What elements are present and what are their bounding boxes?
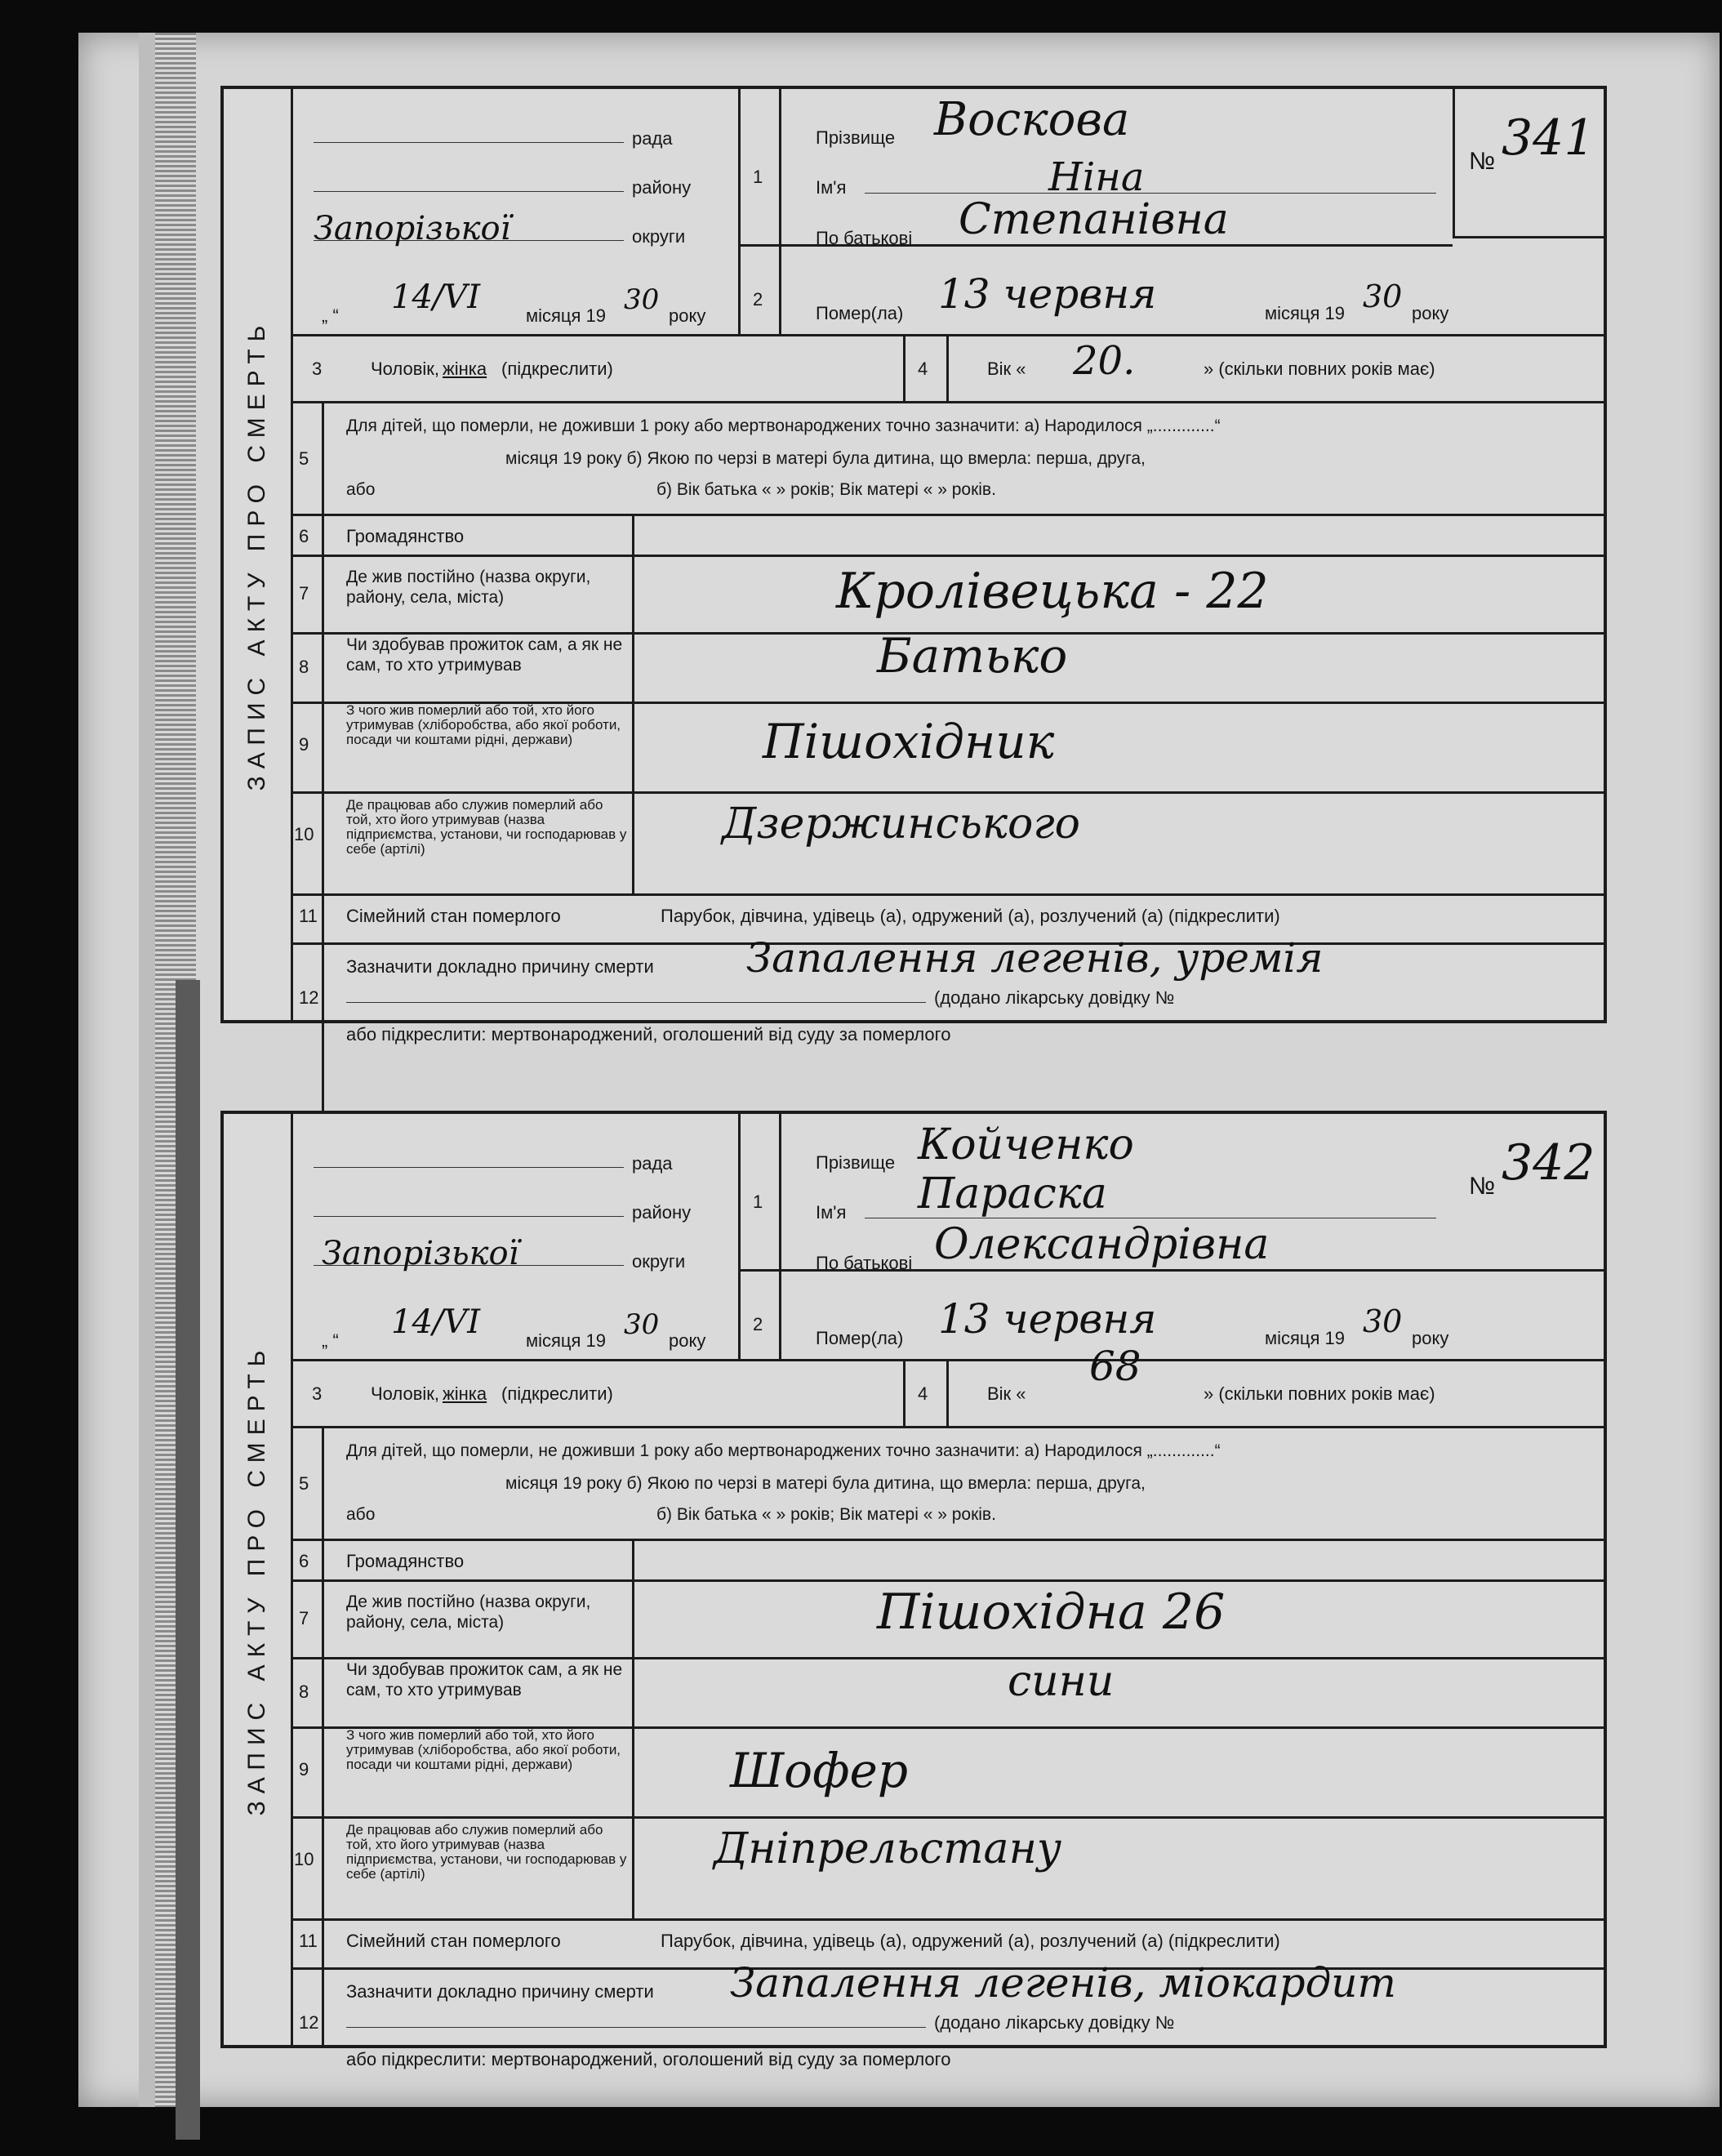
death-record-form-1 bbox=[220, 86, 1607, 1045]
label-cause: Зазначити докладно причину смерти bbox=[346, 956, 654, 977]
row-number-5: 5 bbox=[299, 1473, 309, 1494]
label-support: Чи здобував прожиток сам, а як не сам, то хто утримував bbox=[346, 1660, 623, 1699]
date-prefix: „ “ bbox=[322, 1330, 339, 1351]
label-pomer: Помер(ла) bbox=[816, 1328, 904, 1348]
residence: Кролівецька - 22 bbox=[836, 563, 1269, 620]
death-year: 30 bbox=[1363, 278, 1403, 314]
supported-by: Батько bbox=[877, 628, 1068, 684]
label-roku-b: року bbox=[1412, 1328, 1449, 1348]
label-age-tail: » (скільки повних років має) bbox=[1204, 1383, 1435, 1404]
side-title-box bbox=[224, 89, 293, 1020]
side-title: ЗАПИС АКТУ ПРО СМЕРТЬ bbox=[243, 1343, 270, 1816]
label-age-tail: » (скільки повних років має) bbox=[1204, 359, 1435, 379]
label-stillborn: або підкреслити: мертвонароджений, оголошений від суду за померлого bbox=[346, 2049, 951, 2069]
row5-line2: місяця 19 року б) Якою по черзі в матері була дитина, що вмерла: перша, друга, bbox=[505, 449, 1146, 468]
row-number-12: 12 bbox=[299, 987, 319, 1008]
row-number-4: 4 bbox=[918, 359, 928, 379]
label-support: Чи здобував прожиток сам, а як не сам, то хто утримував bbox=[346, 635, 623, 675]
label-underline-hint: (підкреслити) bbox=[501, 359, 613, 379]
label-rada: рада bbox=[632, 1153, 673, 1174]
row-number-2: 2 bbox=[753, 289, 763, 310]
name: Параска bbox=[918, 1169, 1107, 1218]
reg-year: 30 bbox=[624, 283, 660, 316]
row-number-3: 3 bbox=[312, 359, 323, 379]
residence: Пішохідна 26 bbox=[877, 1584, 1226, 1641]
label-occupation: З чого жив померлий або той, хто його утримував (хліборобства, або якої роботи, посади чи коштами рідні, держави) bbox=[346, 1727, 621, 1772]
label-age: Вік « bbox=[987, 359, 1026, 379]
label-rada: рада bbox=[632, 128, 673, 149]
label-citizenship: Громадянство bbox=[346, 1551, 465, 1571]
label-stillborn: або підкреслити: мертвонароджений, оголошений від суду за померлого bbox=[346, 1024, 951, 1045]
label-surname: Прізвище bbox=[816, 1152, 896, 1173]
label-no: № bbox=[1469, 148, 1496, 175]
row5-line2: місяця 19 року б) Якою по черзі в матері була дитина, що вмерла: перша, друга, bbox=[505, 1474, 1146, 1493]
label-man: Чоловік, bbox=[371, 1383, 440, 1404]
label-cert: (додано лікарську довідку № bbox=[934, 987, 1175, 1008]
date-prefix: „ “ bbox=[322, 305, 339, 326]
label-woman: жінка bbox=[443, 1383, 487, 1404]
label-name: Ім'я bbox=[816, 1202, 847, 1223]
label-month-19: місяця 19 bbox=[526, 1330, 607, 1351]
label-raionu: району bbox=[632, 177, 692, 198]
row-number-9: 9 bbox=[299, 734, 309, 755]
age: 68 bbox=[1089, 1343, 1141, 1390]
reg-date: 14/VI bbox=[391, 278, 481, 316]
row5-line1: Для дітей, що померли, не доживши 1 року або мертвонароджених точно зазначити: а) Народилося „.............“ bbox=[346, 1441, 1221, 1460]
label-month-19: місяця 19 bbox=[526, 305, 607, 326]
row5-line3b: б) Вік батька « » років; Вік матері « » років. bbox=[656, 480, 996, 499]
age: 20. bbox=[1073, 338, 1136, 384]
marital-options: Парубок, дівчина, удівець (а), одружений (а), розлучений (а) (підкреслити) bbox=[661, 906, 1280, 926]
surname: Койченко bbox=[918, 1120, 1134, 1169]
okruha-value: Запорізької bbox=[314, 210, 511, 247]
label-okruhy: округи bbox=[632, 226, 686, 247]
label-underline-hint: (підкреслити) bbox=[501, 1383, 613, 1404]
label-residence: Де жив постійно (назва округи, району, села, міста) bbox=[346, 1592, 591, 1632]
side-title: ЗАПИС АКТУ ПРО СМЕРТЬ bbox=[243, 318, 270, 791]
row-number-11: 11 bbox=[299, 906, 318, 926]
row-number-10: 10 bbox=[294, 1849, 314, 1869]
row-number-6: 6 bbox=[299, 1551, 309, 1571]
label-patronymic: По батькові bbox=[816, 228, 913, 248]
label-month-19b: місяця 19 bbox=[1265, 1328, 1346, 1348]
patronymic: Олександрівна bbox=[934, 1220, 1270, 1269]
label-okruhy: округи bbox=[632, 1251, 686, 1272]
label-citizenship: Громадянство bbox=[346, 526, 465, 546]
label-marital: Сімейний стан померлого bbox=[346, 1931, 561, 1951]
label-workplace: Де працював або служив померлий або той, хто його утримував (назва підприємства, установи, чи господарював у себе (артілі) bbox=[346, 1822, 627, 1882]
label-roku-b: року bbox=[1412, 303, 1449, 323]
row-number-10: 10 bbox=[294, 824, 314, 844]
label-occupation: З чого жив померлий або той, хто його утримував (хліборобства, або якої роботи, посади чи коштами рідні, держави) bbox=[346, 702, 621, 747]
cause: Запалення легенів, міокардит bbox=[730, 1959, 1396, 2007]
row5-line3b: б) Вік батька « » років; Вік матері « » років. bbox=[656, 1505, 996, 1524]
row-number-5: 5 bbox=[299, 448, 309, 469]
death-day: 13 червня bbox=[938, 270, 1157, 318]
row-number-7: 7 bbox=[299, 1608, 309, 1628]
workplace: Дзержинського bbox=[722, 800, 1080, 849]
label-month-19b: місяця 19 bbox=[1265, 303, 1346, 323]
label-patronymic: По батькові bbox=[816, 1253, 913, 1273]
supported-by: сини bbox=[1008, 1657, 1115, 1706]
record-number: 342 bbox=[1502, 1134, 1595, 1192]
label-roku: року bbox=[669, 305, 706, 326]
row-number-3: 3 bbox=[312, 1383, 323, 1404]
binding-strip bbox=[139, 33, 155, 2107]
patronymic: Степанівна bbox=[959, 195, 1229, 244]
reg-date: 14/VI bbox=[391, 1303, 481, 1341]
row-number-8: 8 bbox=[299, 657, 309, 677]
okruha-value: Запорізької bbox=[322, 1235, 519, 1272]
label-surname: Прізвище bbox=[816, 127, 896, 148]
row5-line1: Для дітей, що померли, не доживши 1 року або мертвонароджених точно зазначити: а) Народилося „.............“ bbox=[346, 416, 1221, 435]
death-record-form-2 bbox=[220, 1111, 1607, 2069]
row-number-6: 6 bbox=[299, 526, 309, 546]
margin-shadow bbox=[176, 980, 200, 2140]
label-residence: Де жив постійно (назва округи, району, села, міста) bbox=[346, 568, 591, 607]
row-number-12: 12 bbox=[299, 2012, 319, 2033]
label-workplace: Де працював або служив померлий або той, хто його утримував (назва підприємства, установи, чи господарював у себе (артілі) bbox=[346, 797, 627, 857]
label-pomer: Помер(ла) bbox=[816, 303, 904, 323]
side-title-box bbox=[224, 1114, 293, 2045]
label-age: Вік « bbox=[987, 1383, 1026, 1404]
row-number-11: 11 bbox=[299, 1931, 318, 1951]
label-roku: року bbox=[669, 1330, 706, 1351]
row-number-4: 4 bbox=[918, 1383, 928, 1404]
surname: Воскова bbox=[934, 93, 1130, 146]
label-woman: жінка bbox=[443, 359, 487, 379]
row-number-2: 2 bbox=[753, 1314, 763, 1334]
name: Ніна bbox=[1048, 154, 1145, 200]
label-raionu: району bbox=[632, 1202, 692, 1223]
row-number-8: 8 bbox=[299, 1682, 309, 1702]
row-number-1: 1 bbox=[753, 1192, 763, 1212]
occupation: Шофер bbox=[730, 1743, 908, 1798]
death-year: 30 bbox=[1363, 1303, 1403, 1339]
label-name: Ім'я bbox=[816, 177, 847, 198]
death-day: 13 червня bbox=[938, 1295, 1157, 1343]
marital-options: Парубок, дівчина, удівець (а), одружений (а), розлучений (а) (підкреслити) bbox=[661, 1931, 1280, 1951]
row-number-1: 1 bbox=[753, 167, 763, 187]
row5-line3a: або bbox=[346, 1505, 376, 1524]
record-number: 341 bbox=[1502, 109, 1595, 167]
cause: Запалення легенів, уремія bbox=[746, 934, 1324, 982]
occupation: Пішохідник bbox=[763, 714, 1055, 769]
row-number-9: 9 bbox=[299, 1759, 309, 1780]
label-cause: Зазначити докладно причину смерти bbox=[346, 1981, 654, 2002]
label-man: Чоловік, bbox=[371, 359, 440, 379]
reg-year: 30 bbox=[624, 1308, 660, 1341]
label-cert: (додано лікарську довідку № bbox=[934, 2012, 1175, 2033]
label-marital: Сімейний стан померлого bbox=[346, 906, 561, 926]
row-number-7: 7 bbox=[299, 583, 309, 604]
label-no: № bbox=[1469, 1173, 1496, 1200]
workplace: Дніпрельстану bbox=[714, 1824, 1061, 1873]
row5-line3a: або bbox=[346, 480, 376, 499]
